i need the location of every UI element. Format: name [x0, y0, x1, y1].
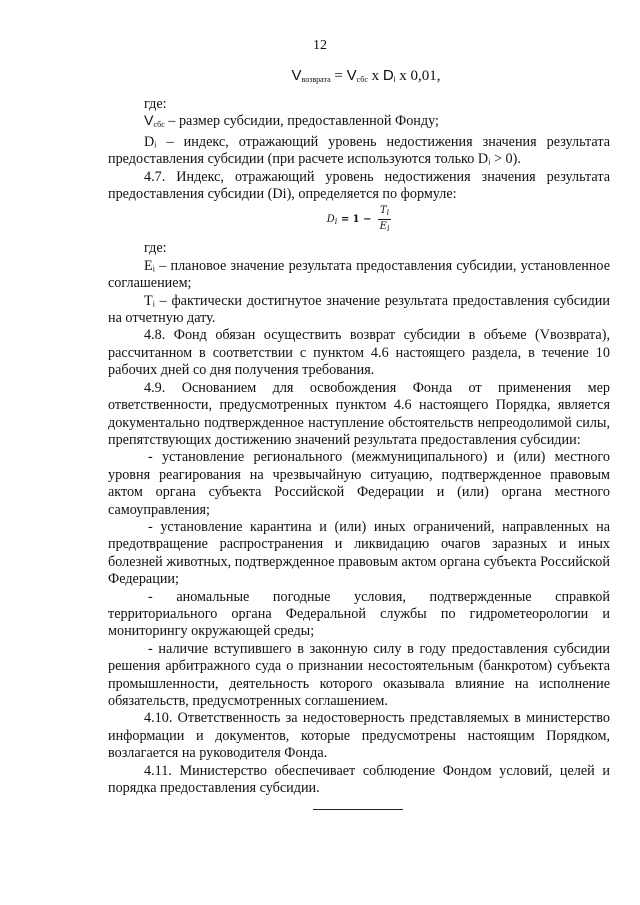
bullet-item: - установление регионального (межмуниципального) и (или) местного уровня реагирования на чрезвычайную ситуацию, подтвержденное правовым актом органа субъекта Российской Федерации и (или) органа местного самоуправления;	[108, 449, 610, 518]
definition-e-i: Eᵢ – плановое значение результата предоставления субсидии, установленное соглашением;	[108, 257, 610, 292]
page-number: 12	[313, 38, 327, 53]
numerator-t: T	[380, 205, 387, 217]
index-formula-eq: = 1 −	[337, 214, 375, 226]
formula-d: D	[382, 67, 394, 84]
index-formula	[108, 204, 610, 236]
numerator-t-sub: i	[386, 208, 390, 218]
formula-v-sbs-sub: сбс	[356, 75, 368, 84]
end-divider	[313, 809, 403, 810]
index-formula-fraction	[378, 204, 391, 235]
paragraph-4-11: 4.11. Министерство обеспечивает соблюдение Фондом условий, целей и порядка предоставления субсидии.	[108, 762, 610, 797]
definition-v-sbs	[108, 113, 610, 133]
def-v-letter: V	[144, 113, 154, 130]
bullet-item: - установление карантина и (или) иных ограничений, направленных на предотвращение распространения и ликвидацию очагов заразных и иных болезней животных, подтвержденное правовым актом органа субъекта Российской Федерации;	[108, 518, 610, 588]
paragraph-4-7: 4.7. Индекс, отражающий уровень недостижения значения результата предоставления субсидии (Di), определяется по формуле:	[108, 168, 610, 203]
def-v-text: – размер субсидии, предоставленной Фонду;	[164, 113, 439, 130]
denominator-e-sub: i	[386, 224, 390, 234]
definition-t-i: Tᵢ – фактически достигнутое значение результата предоставления субсидии на отчетную дату.	[108, 292, 610, 327]
formula-times-1: x	[367, 68, 383, 84]
where-label-2: где:	[144, 240, 167, 257]
formula-v-refund: V	[291, 67, 302, 84]
bullet-item: - аномальные погодные условия, подтвержденные справкой территориального органа Федеральной службы по гидрометеорологии и мониторингу окружающей среды;	[108, 588, 610, 640]
page-body	[108, 66, 610, 797]
denominator-e: E	[379, 221, 387, 233]
formula-equals: =	[330, 68, 347, 84]
paragraph-4-8: 4.8. Фонд обязан осуществить возврат субсидии в объеме (Vвозврата), рассчитанном в соответствии с пунктом 4.6 настоящего раздела, в течение 10 рабочих дней со дня получения требования.	[108, 327, 610, 379]
formula-v-refund-sub: возврата	[301, 75, 331, 84]
formula-tail: x 0,01,	[395, 68, 441, 84]
bullet-item: - наличие вступившего в законную силу в году предоставления субсидии решения арбитражного суда о признании несостоятельным (банкротом) субъекта промышленности, деятельность которого оказывала влияние на исполнение обязательств, предусмотренных соглашением.	[108, 640, 610, 709]
def-v-sub: сбс	[153, 120, 165, 130]
fraction-numerator	[378, 204, 391, 220]
paragraph-4-9: 4.9. Основанием для освобождения Фонда от применения мер ответственности, предусмотренных пунктом 4.6 настоящего Порядка, является документально подтвержденное наступление обстоятельств непреодолимой силы, препятствующих достижению значений результата предоставления субсидии:	[108, 379, 610, 448]
fraction-denominator	[378, 220, 391, 235]
where-label-1: где:	[144, 96, 167, 112]
paragraph-4-10: 4.10. Ответственность за недостоверность представляемых в министерство информации и документов, которые предусмотрены настоящим Порядком, возлагается на руководителя Фонда.	[108, 710, 610, 762]
refund-formula	[122, 66, 610, 90]
formula-d-sub: i	[393, 75, 396, 84]
formula-v-sbs: V	[346, 67, 357, 84]
definition-d-i: Dᵢ – индекс, отражающий уровень недостижения значения результата предоставления субсидии (при расчете используются только Dᵢ > 0).	[108, 133, 610, 168]
index-formula-d-sub: i	[334, 217, 338, 227]
index-formula-d: D	[326, 214, 335, 226]
